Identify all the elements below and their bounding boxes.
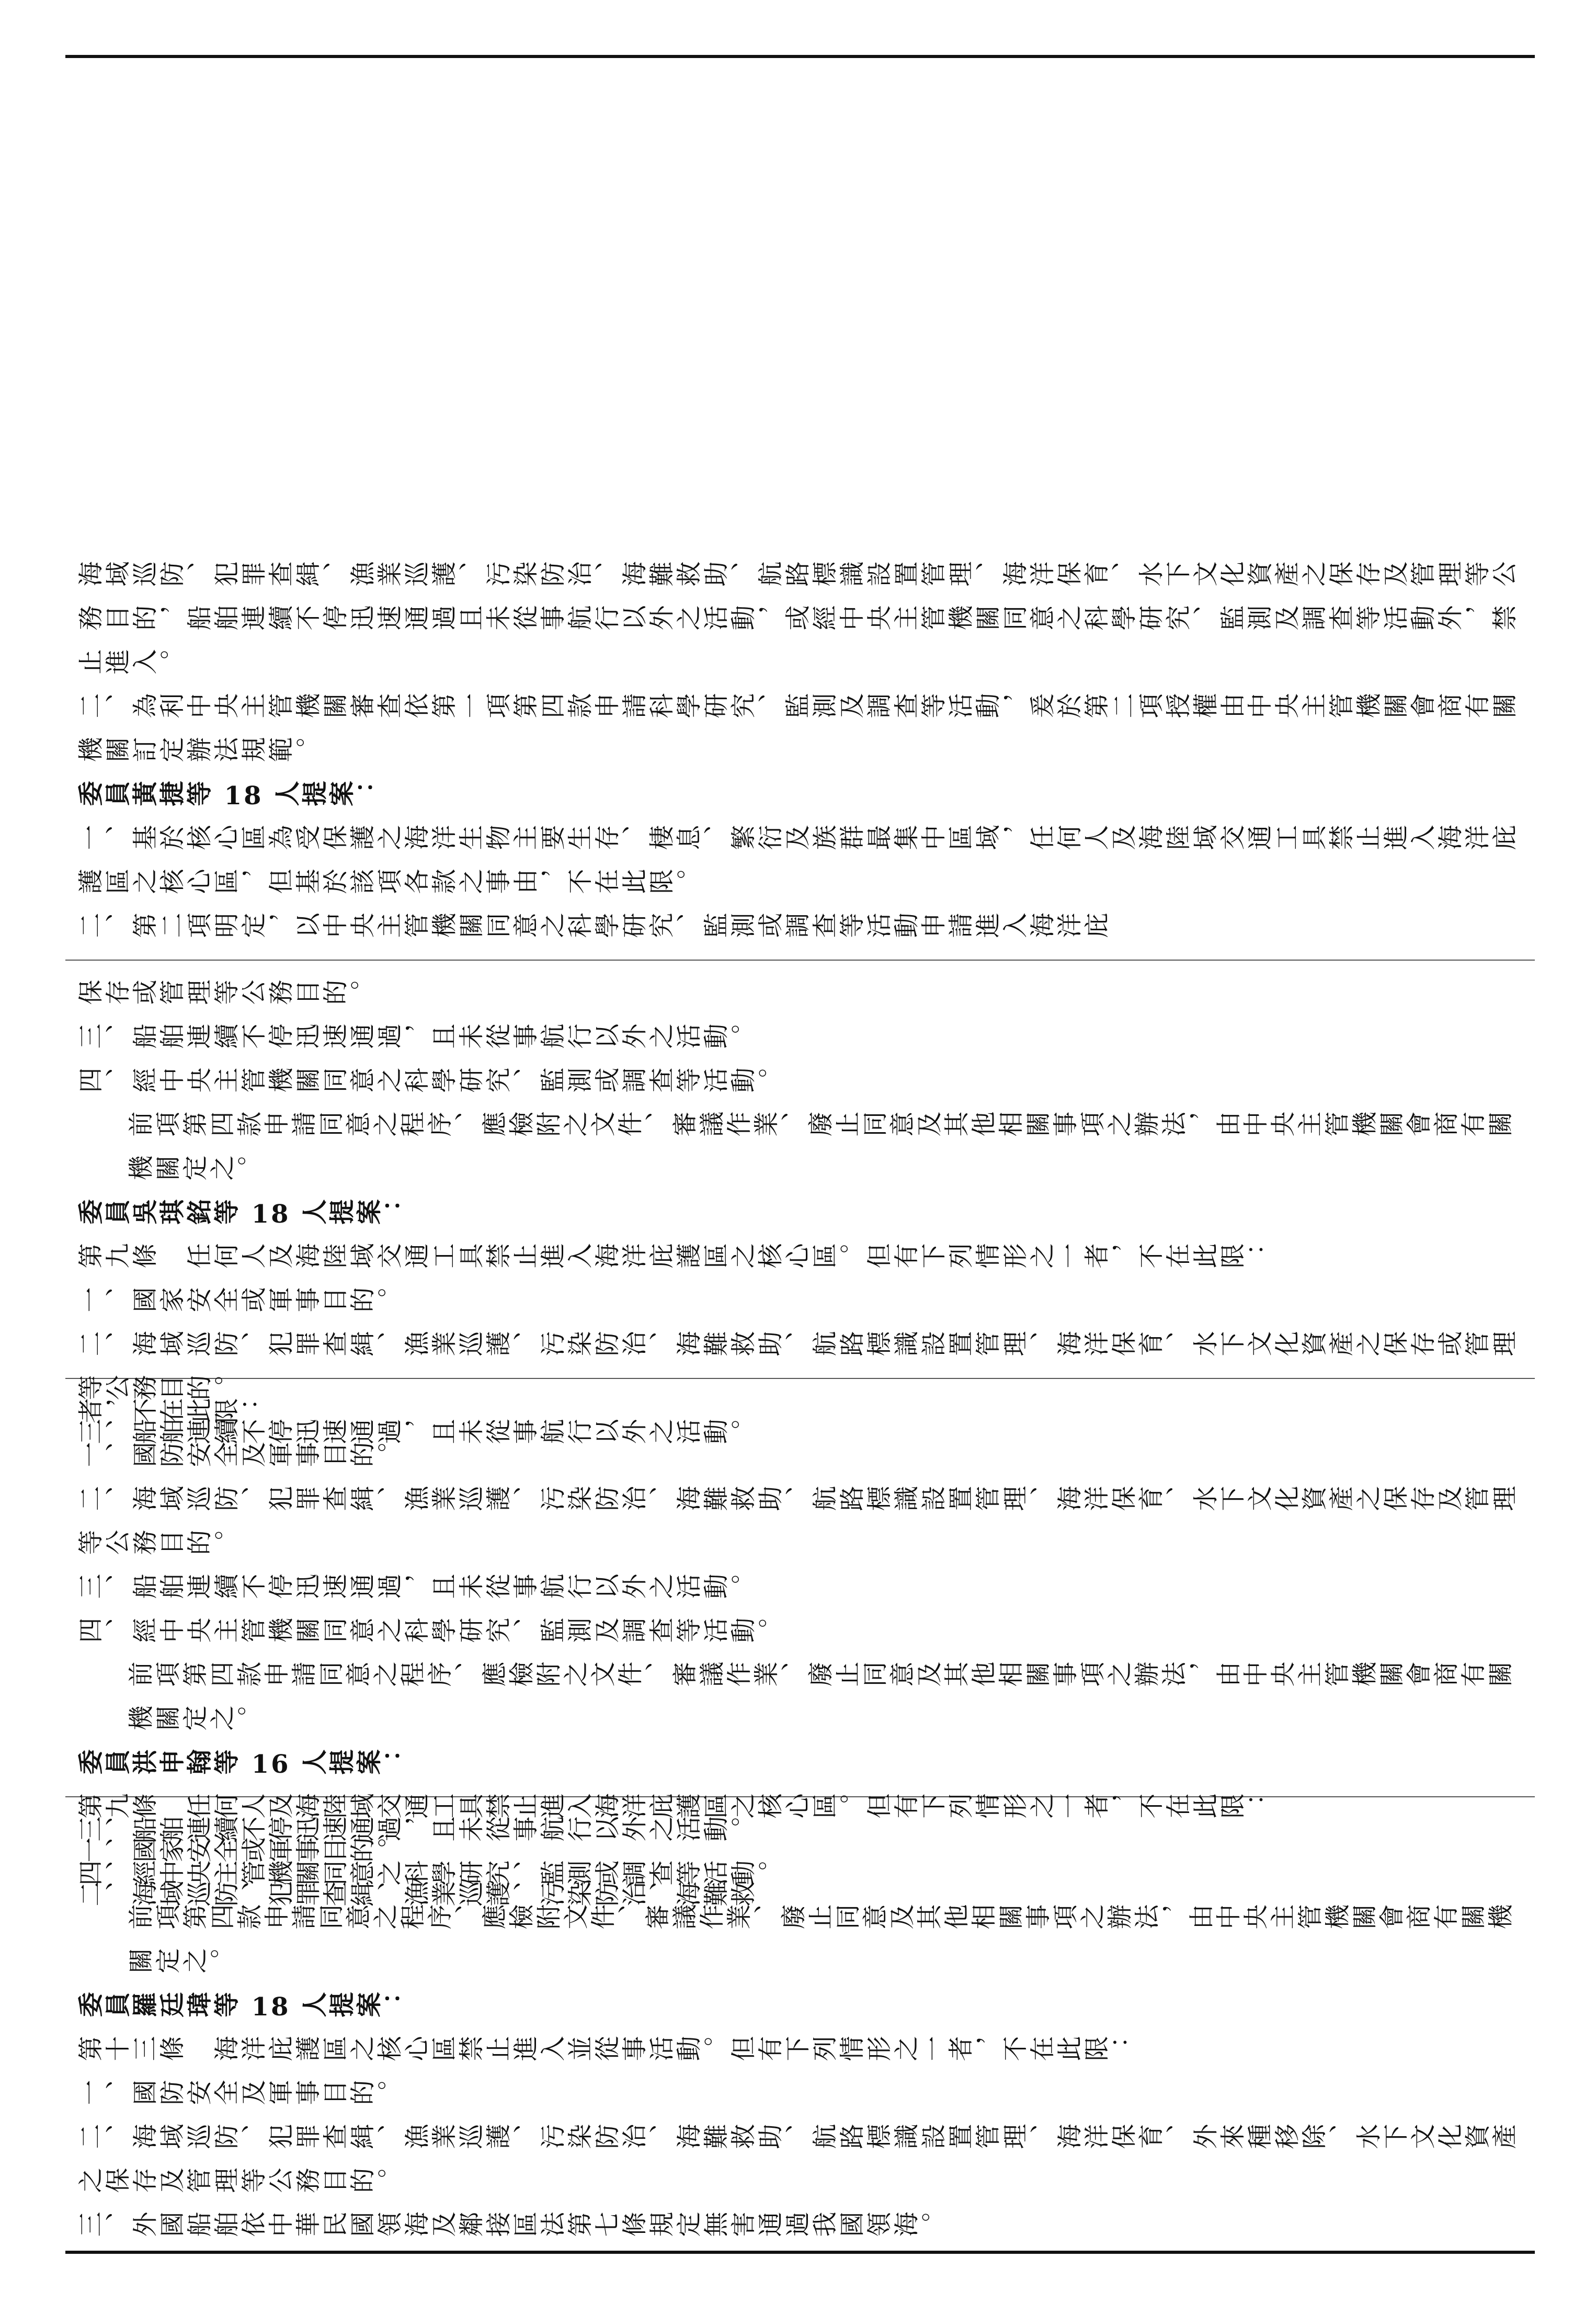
- text-line: 前項第四款申請同意之程序、應檢附之文件、審議作業、廢止同意及其他相關事項之辦法，由中央主管機關會商有關機關定之。: [128, 1112, 1514, 1185]
- text-line: 二、為利中央主管機關審查依第一項第四款申請科學研究、監測及調查等活動，爰於第二項授權由中央主管機關會商有關機關訂定辦法規範。: [77, 693, 1519, 767]
- article-text: 第九條 任何人及海陸域交通工具禁止進入海洋庇護區之核心區。但有下列情形之一者，不在此限：: [77, 1244, 1274, 1273]
- text-line: 前項第四款申請同意之程序、應檢附之文件、審議作業、廢止同意及其他相關事項之辦法，由中央主管機關會商有關機關定之。: [128, 1662, 1514, 1735]
- proposer-heading: 委員黃捷等 18 人提案：: [77, 781, 383, 811]
- text-line: 一、國家安全或軍事目的。: [77, 1838, 404, 1867]
- text-line: 一、國家安全或軍事目的。: [77, 1287, 404, 1317]
- proposer-heading: 委員吳琪銘等 18 人提案：: [77, 1200, 411, 1229]
- text-line: 四、經中央主管機關同意之科學研究、監測或調查等活動。: [77, 1068, 784, 1097]
- text-line: 保存或管理等公務目的。: [77, 980, 377, 1009]
- text-line: 一、國防安全及軍事目的。: [77, 2080, 404, 2109]
- text-line: 前項第四款申請同意之程序、應檢附文件、審議作業、廢止同意及其他相關事項之辦法，由中央主管機關會商有關機關定之。: [128, 1905, 1514, 1978]
- text-column-4: [77, 554, 1521, 941]
- article-text: 第十三條 海洋庇護區之核心區禁止進入並從事活動。但有下列情形之一者，不在此限：: [77, 2036, 1138, 2066]
- text-line: 三、船舶連續不停迅速通過，且未從事航行以外之活動。: [77, 1419, 757, 1449]
- text-line: 二、海域巡防、犯罪查緝、漁業巡護、污染防治、海難救: [77, 1881, 757, 1911]
- article-text: 第九條 任何人及海陸域交通工具禁止進入海洋庇護區之核心區。但有下列情形之一者，不在此限：: [77, 1794, 1274, 1823]
- text-line: 者，不在此限：: [77, 1398, 268, 1428]
- bottom-rule: [65, 2251, 1535, 2254]
- text-line: 海域巡防、犯罪查緝、漁業巡護、污染防治、海難救助、航路標識設置管理、海洋保育、水下文化資產之保存及管理等公務目的，船舶連續不停迅速通過且未從事航行以外之活動，或經中央主管機關同意之科學研究、監測及調查等活動外，禁止進入。: [77, 562, 1519, 679]
- text-line: 二、第二項明定，以中央主管機關同意之科學研究、監測或調查等活動申請進入海洋庇: [77, 913, 1111, 942]
- text-line: 二、海域巡防、犯罪查緝、漁業巡護、污染防治、海難救助、航路標識設置管理、海洋保育、外來種移除、水下文化資產之保存及管理等公務目的。: [77, 2124, 1519, 2197]
- proposer-heading: 委員羅廷瑋等 18 人提案：: [77, 1992, 411, 2022]
- text-line: 二、海域巡防、犯罪查緝、漁業巡護、污染防治、海難救助、航路標識設置管理、海洋保育、水下文化資產之保存或管理等公務目的。: [77, 1331, 1519, 1405]
- text-line: 四、經中央主管機關同意之科學研究、監測及調查等活動。: [77, 1618, 784, 1647]
- text-line: 二、海域巡防、犯罪查緝、漁業巡護、污染防治、海難救助、航路標識設置管理、海洋保育、水下文化資產之保存及管理等公務目的。: [77, 1486, 1519, 1559]
- text-line: 三、船舶連續不停迅速通過，且未從事航行以外之活動。: [77, 1817, 757, 1846]
- text-line: 三、船舶連續不停迅速通過，且未從事航行以外之活動。: [77, 1024, 757, 1053]
- text-line: 三、外國船舶依中華民國領海及鄰接區法第七條規定無害通過我國領海。: [77, 2212, 948, 2241]
- text-line: 三、船舶連續不停迅速通過，且未從事航行以外之活動。: [77, 1574, 757, 1603]
- text-line: 一、國防安全及軍事目的。: [77, 1442, 404, 1472]
- text-line: 四、經中央主管機關同意之科學研究、監測或調查等活動。: [77, 1861, 784, 1890]
- proposer-heading: 委員洪申翰等 16 人提案：: [77, 1750, 411, 1779]
- top-rule: [65, 55, 1535, 58]
- rotated-text-area: [77, 84, 1521, 2241]
- text-column-3: [77, 973, 1521, 1449]
- text-line: 一、基於核心區為受保護之海洋生物主要生存、棲息、繁衍及族群最集中區域，任何人及海陸域交通工具禁止進入海洋庇護區之核心區，但基於該項各款之事由，不在此限。: [77, 825, 1519, 898]
